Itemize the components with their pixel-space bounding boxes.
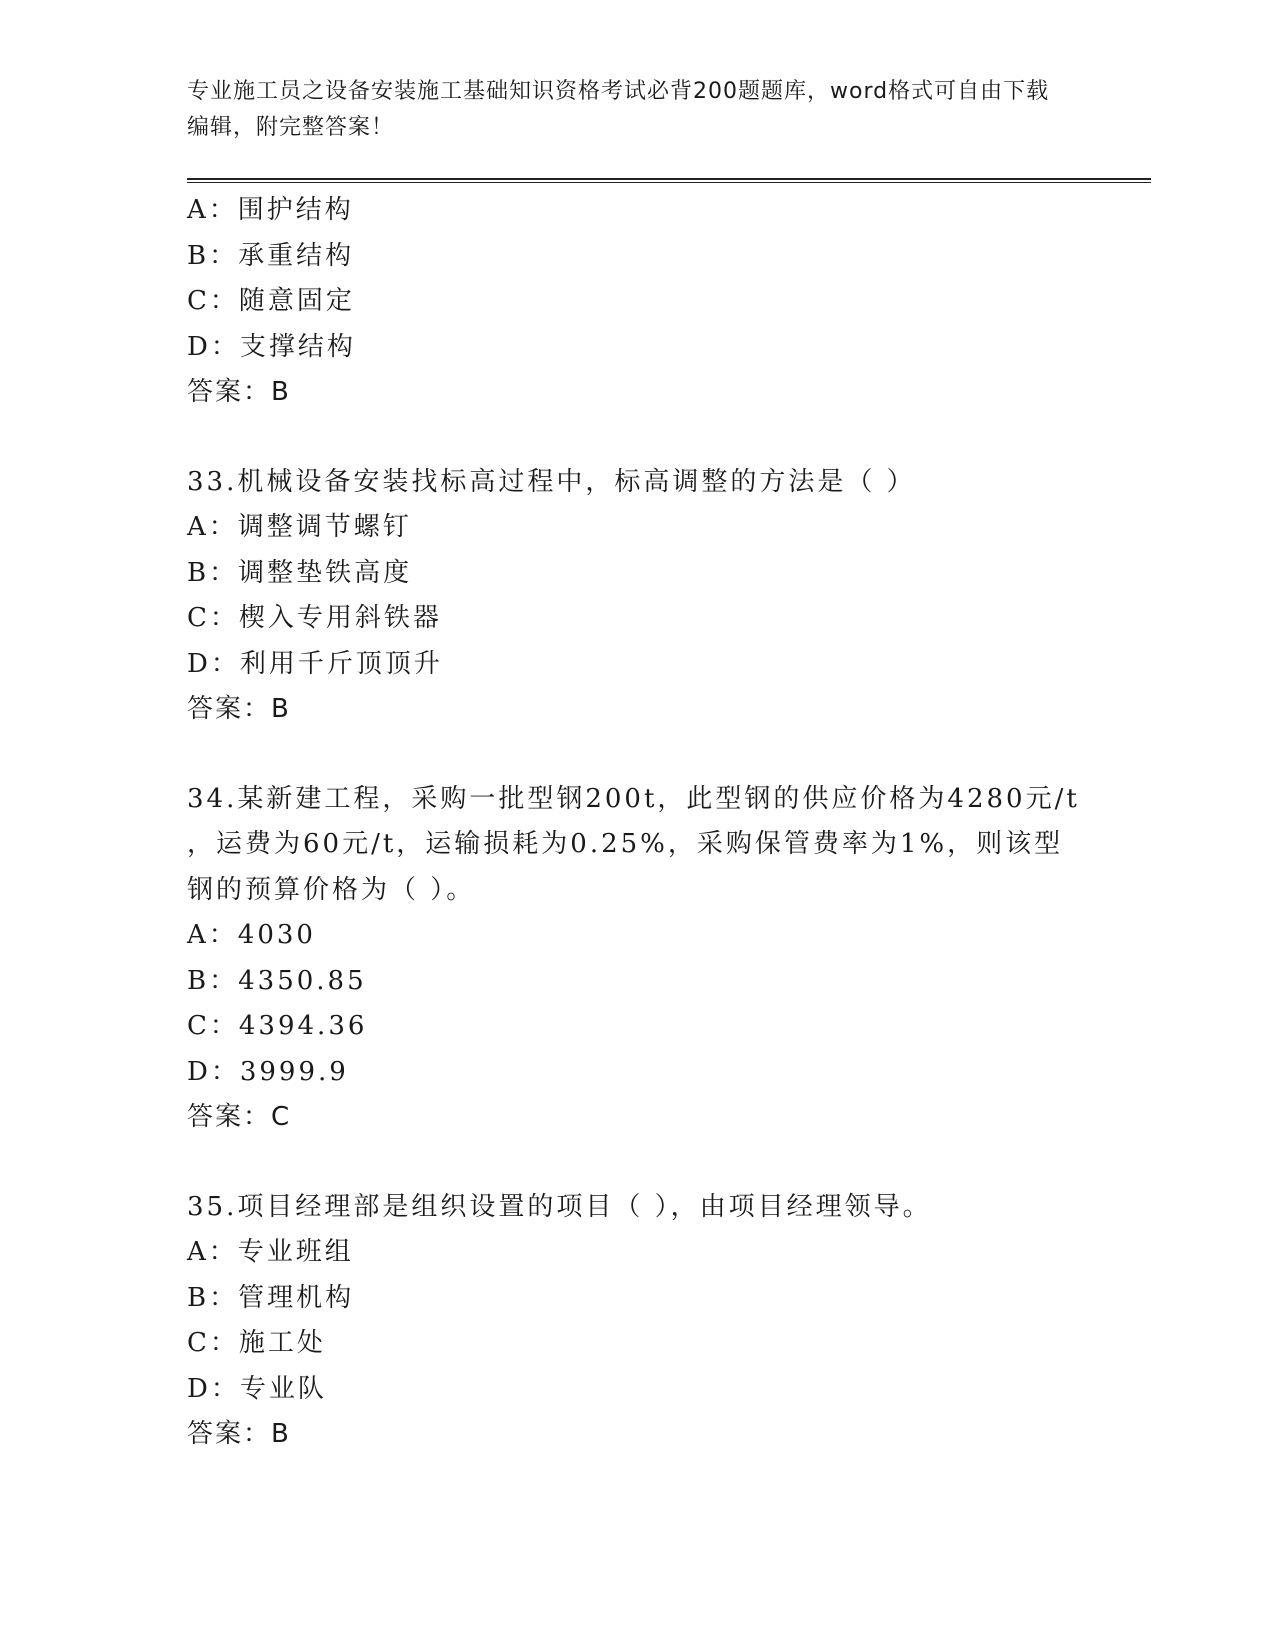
option-c: C：施工处 bbox=[187, 1328, 326, 1358]
option-b: B：4350.85 bbox=[187, 965, 367, 996]
option-b: B：调整垫铁高度 bbox=[187, 557, 413, 588]
answer-line: 答案：B bbox=[187, 377, 291, 407]
answer-line: 答案：C bbox=[187, 1102, 292, 1132]
option-c: C：随意固定 bbox=[187, 286, 355, 316]
answer-line: 答案：B bbox=[187, 694, 291, 724]
question-stem: 35.项目经理部是组织设置的项目（ ），由项目经理领导。 bbox=[187, 1191, 932, 1222]
question-32 bbox=[187, 188, 1147, 416]
question-list bbox=[187, 188, 1147, 1458]
question-stem-line: 钢的预算价格为（ ）。 bbox=[187, 874, 476, 905]
option-c: C：楔入专用斜铁器 bbox=[187, 603, 442, 633]
header-divider bbox=[187, 178, 1151, 183]
question-spacer bbox=[187, 733, 1147, 777]
option-d: D：专业队 bbox=[187, 1373, 327, 1404]
question-stem-line: ，运费为60元/t，运输损耗为0.25%，采购保管费率为1%，则该型 bbox=[187, 829, 1064, 859]
option-b: B：承重结构 bbox=[187, 240, 355, 271]
question-stem: 33.机械设备安装找标高过程中，标高调整的方法是（ ） bbox=[187, 466, 916, 497]
question-spacer bbox=[187, 416, 1147, 460]
option-a: A：围护结构 bbox=[187, 195, 354, 225]
option-d: D：3999.9 bbox=[187, 1056, 349, 1087]
question-33 bbox=[187, 460, 1147, 733]
question-spacer bbox=[187, 1141, 1147, 1185]
document-header bbox=[187, 74, 1067, 146]
answer-line: 答案：B bbox=[187, 1419, 291, 1449]
option-c: C：4394.36 bbox=[187, 1011, 368, 1041]
option-a: A：调整调节螺钉 bbox=[187, 512, 412, 542]
question-stem-line: 34.某新建工程，采购一批型钢200t，此型钢的供应价格为4280元/t bbox=[187, 783, 1080, 814]
question-35 bbox=[187, 1185, 1147, 1458]
option-d: D：支撑结构 bbox=[187, 331, 356, 362]
header-title: 专业施工员之设备安装施工基础知识资格考试必背200题题库，word格式可自由下载编辑，附完整答案！ bbox=[187, 79, 1050, 140]
option-a: A：专业班组 bbox=[187, 1237, 354, 1267]
option-d: D：利用千斤顶顶升 bbox=[187, 648, 443, 679]
option-b: B：管理机构 bbox=[187, 1282, 355, 1313]
question-34 bbox=[187, 777, 1147, 1141]
option-a: A：4030 bbox=[187, 920, 316, 950]
